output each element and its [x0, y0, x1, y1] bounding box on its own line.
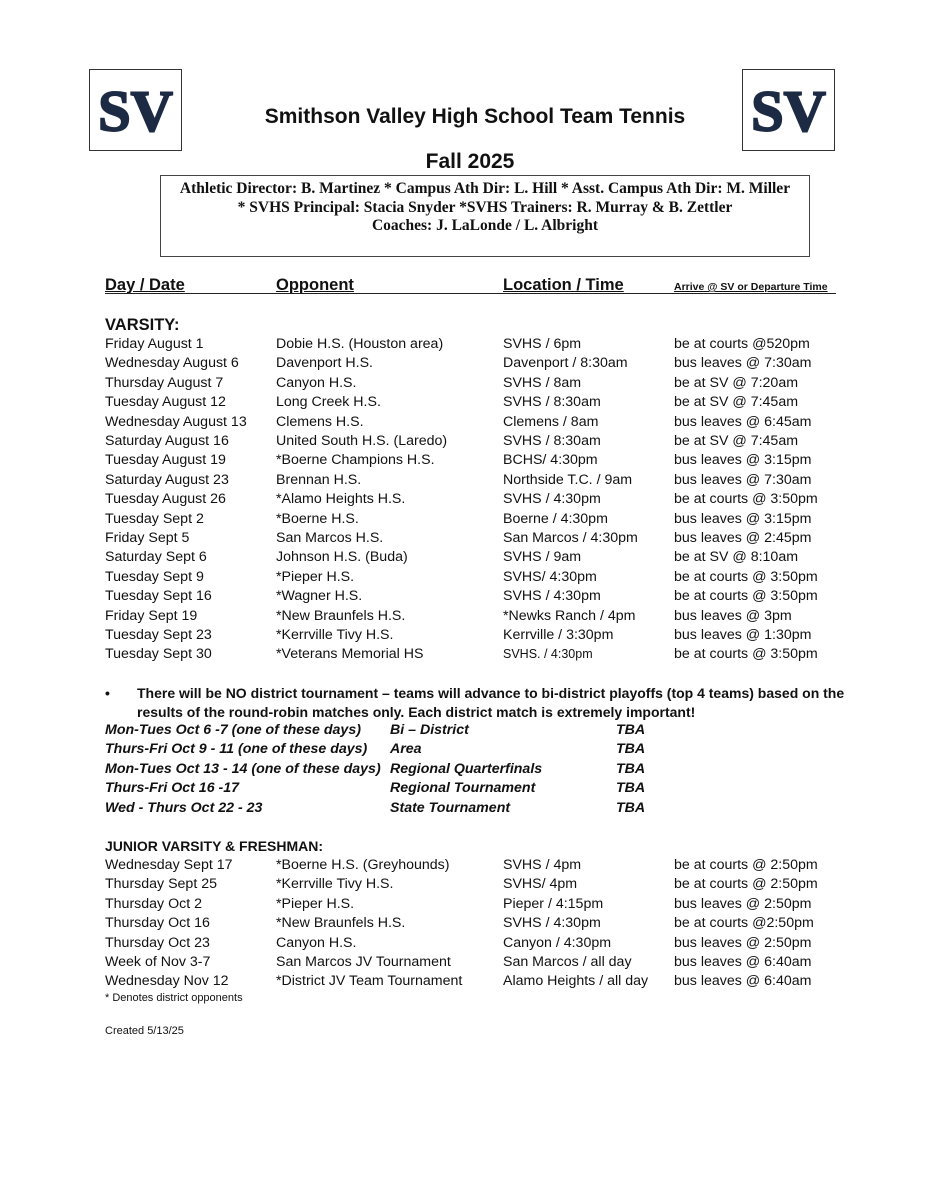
row-location: SVHS / 4:30pm — [503, 588, 601, 605]
table-row — [0, 646, 936, 665]
table-row — [0, 355, 936, 374]
row-location: SVHS/ 4pm — [503, 876, 578, 893]
table-row — [0, 375, 936, 394]
row-location: Boerne / 4:30pm — [503, 510, 608, 527]
row-date: Tuesday Sept 30 — [105, 646, 212, 663]
row-arrive: bus leaves @ 2:50pm — [674, 895, 812, 912]
table-row — [0, 973, 936, 992]
row-location: Alamo Heights / all day — [503, 973, 649, 990]
table-row — [0, 530, 936, 549]
logo-text: SV — [98, 78, 173, 144]
bullet-icon: • — [105, 685, 110, 701]
playoff-round: State Tournament — [390, 799, 511, 816]
logo-text: SV — [751, 78, 826, 144]
row-date: Friday August 1 — [105, 336, 204, 352]
row-date: Saturday Sept 6 — [105, 549, 207, 566]
row-arrive: bus leaves @ 1:30pm — [674, 627, 812, 643]
row-location: SVHS. / 4:30pm — [503, 647, 593, 662]
table-row — [0, 588, 936, 607]
row-arrive: be at courts @ 3:50pm — [674, 491, 818, 508]
table-row — [0, 394, 936, 413]
row-date: Tuesday August 19 — [105, 452, 226, 469]
row-date: Saturday August 16 — [105, 433, 229, 449]
playoff-date: Mon-Tues Oct 6 -7 (one of these days) — [105, 722, 361, 738]
row-arrive: be at SV @ 7:45am — [674, 433, 799, 449]
playoff-status: TBA — [616, 722, 646, 738]
playoff-date: Thurs-Fri Oct 16 -17 — [105, 780, 240, 797]
row-location: SVHS / 4:30pm — [503, 491, 601, 508]
playoff-row — [0, 761, 936, 780]
row-opponent: San Marcos H.S. — [276, 530, 384, 546]
row-opponent: *Alamo Heights H.S. — [276, 491, 406, 508]
row-location: SVHS / 8:30am — [503, 433, 601, 449]
created-date: Created 5/13/25 — [105, 1025, 184, 1037]
playoff-status: TBA — [616, 741, 646, 758]
row-location: SVHS / 6pm — [503, 336, 582, 352]
table-row — [0, 896, 936, 915]
staff-line: * SVHS Principal: Stacia Snyder *SVHS Trainers: R. Murray & B. Zettler — [237, 198, 733, 216]
row-arrive: bus leaves @ 7:30am — [674, 471, 812, 488]
row-arrive: bus leaves @ 2:45pm — [674, 530, 812, 546]
row-opponent: *Kerrville Tivy H.S. — [276, 627, 394, 643]
playoff-status: TBA — [616, 799, 646, 816]
row-location: Northside T.C. / 9am — [503, 471, 633, 488]
row-location: SVHS/ 4:30pm — [503, 568, 597, 585]
row-date: Thursday Sept 25 — [105, 876, 217, 893]
page-title: Smithson Valley High School Team Tennis — [264, 105, 686, 128]
row-arrive: be at courts @ 2:50pm — [674, 876, 818, 893]
row-date: Friday Sept 19 — [105, 607, 198, 624]
row-opponent: Clemens H.S. — [276, 413, 364, 430]
table-row — [0, 336, 936, 355]
row-arrive: be at courts @2:50pm — [674, 915, 814, 932]
row-opponent: *Boerne Champions H.S. — [276, 452, 435, 469]
column-header-day: Day / Date — [105, 276, 185, 294]
playoff-row — [0, 780, 936, 799]
table-row — [0, 857, 936, 876]
playoff-status: TBA — [616, 780, 646, 797]
row-location: SVHS / 4pm — [503, 857, 582, 873]
school-logo-left — [89, 69, 182, 151]
row-location: BCHS/ 4:30pm — [503, 452, 598, 469]
table-row — [0, 915, 936, 934]
row-opponent: Johnson H.S. (Buda) — [276, 549, 408, 566]
row-arrive: bus leaves @ 2:50pm — [674, 934, 812, 951]
playoff-round: Bi – District — [390, 722, 469, 738]
row-location: *Newks Ranch / 4pm — [503, 607, 636, 624]
row-opponent: *Kerrville Tivy H.S. — [276, 876, 394, 893]
row-opponent: *New Braunfels H.S. — [276, 915, 406, 932]
row-date: Tuesday Sept 23 — [105, 627, 212, 643]
row-arrive: be at SV @ 7:45am — [674, 394, 799, 411]
table-row — [0, 452, 936, 471]
playoff-round: Regional Tournament — [390, 780, 536, 797]
row-location: SVHS / 8am — [503, 374, 582, 391]
row-arrive: be at SV @ 8:10am — [674, 549, 799, 566]
row-date: Wednesday August 13 — [105, 413, 247, 430]
playoff-row — [0, 741, 936, 760]
row-location: SVHS / 8:30am — [503, 394, 601, 411]
staff-line: Athletic Director: B. Martinez * Campus Ath Dir: L. Hill * Asst. Campus Ath Dir: M. Miller — [179, 180, 791, 197]
table-row — [0, 414, 936, 433]
row-date: Tuesday Sept 2 — [105, 510, 204, 527]
row-arrive: bus leaves @ 3pm — [674, 607, 792, 624]
coaches-line: Coaches: J. LaLonde / L. Albright — [371, 217, 599, 234]
row-location: SVHS / 9am — [503, 549, 582, 566]
table-row — [0, 608, 936, 627]
column-header-arrive: Arrive @ SV or Departure Time — [674, 281, 828, 293]
playoff-date: Mon-Tues Oct 13 - 14 (one of these days) — [105, 760, 381, 777]
playoff-row — [0, 800, 936, 819]
row-arrive: bus leaves @ 3:15pm — [674, 452, 812, 469]
row-date: Tuesday Sept 9 — [105, 568, 204, 585]
row-location: Canyon / 4:30pm — [503, 934, 612, 951]
row-opponent: *Wagner H.S. — [276, 588, 363, 605]
playoff-date: Thurs-Fri Oct 9 - 11 (one of these days) — [105, 741, 368, 758]
staff-box — [160, 175, 810, 257]
row-arrive: be at courts @ 3:50pm — [674, 588, 818, 605]
table-row — [0, 433, 936, 452]
row-opponent: Long Creek H.S. — [276, 394, 381, 411]
row-opponent: Davenport H.S. — [276, 355, 373, 372]
row-arrive: be at courts @ 3:50pm — [674, 646, 818, 663]
playoff-round: Area — [390, 741, 422, 758]
row-location: SVHS / 4:30pm — [503, 915, 601, 932]
row-arrive: be at courts @520pm — [674, 336, 810, 352]
table-row — [0, 569, 936, 588]
row-location: Kerrville / 3:30pm — [503, 627, 614, 643]
notice-text: There will be NO district tournament – teams will advance to bi-district playoffs (top 4 teams) based on the results of the round-robin matches only. Each district match is extremely important! — [137, 685, 845, 720]
row-location: Davenport / 8:30am — [503, 355, 628, 372]
row-date: Wednesday Nov 12 — [105, 973, 229, 990]
row-location: San Marcos / 4:30pm — [503, 530, 638, 546]
district-notice — [105, 684, 865, 722]
row-opponent: *Boerne H.S. (Greyhounds) — [276, 857, 450, 873]
column-header-opponent: Opponent — [276, 276, 354, 294]
row-opponent: Dobie H.S. (Houston area) — [276, 336, 444, 352]
row-arrive: bus leaves @ 6:40am — [674, 954, 812, 970]
column-header-location: Location / Time — [503, 276, 624, 294]
row-opponent: Canyon H.S. — [276, 374, 357, 391]
row-date: Wednesday Sept 17 — [105, 857, 233, 873]
header-divider — [105, 293, 836, 294]
playoff-status: TBA — [616, 760, 646, 777]
row-date: Wednesday August 6 — [105, 355, 239, 372]
season-title: Fall 2025 — [425, 150, 515, 173]
row-arrive: bus leaves @ 7:30am — [674, 355, 812, 372]
row-opponent: San Marcos JV Tournament — [276, 954, 451, 970]
table-row — [0, 935, 936, 954]
row-date: Tuesday Sept 16 — [105, 588, 212, 605]
row-opponent: *Veterans Memorial HS — [276, 646, 424, 663]
row-opponent: *New Braunfels H.S. — [276, 607, 406, 624]
playoff-row — [0, 722, 936, 741]
row-arrive: bus leaves @ 6:45am — [674, 413, 812, 430]
row-arrive: bus leaves @ 6:40am — [674, 973, 812, 990]
row-date: Saturday August 23 — [105, 471, 229, 488]
row-date: Tuesday August 12 — [105, 394, 226, 411]
sv-logo-icon — [743, 70, 834, 150]
playoff-date: Wed - Thurs Oct 22 - 23 — [105, 799, 263, 816]
table-row — [0, 876, 936, 895]
row-opponent: *Pieper H.S. — [276, 568, 355, 585]
row-date: Thursday Oct 23 — [105, 934, 210, 951]
row-date: Thursday Oct 2 — [105, 895, 202, 912]
playoff-round: Regional Quarterfinals — [390, 760, 543, 777]
row-opponent: *District JV Team Tournament — [276, 973, 463, 990]
varsity-section-label: VARSITY: — [105, 316, 180, 334]
table-row — [0, 491, 936, 510]
table-row — [0, 954, 936, 973]
row-arrive: be at SV @ 7:20am — [674, 374, 799, 391]
table-row — [0, 627, 936, 646]
school-logo-right — [742, 69, 835, 151]
sv-logo-icon — [90, 70, 181, 150]
row-arrive: be at courts @ 2:50pm — [674, 857, 818, 873]
row-date: Thursday Oct 16 — [105, 915, 210, 932]
row-opponent: *Boerne H.S. — [276, 510, 359, 527]
row-arrive: be at courts @ 3:50pm — [674, 568, 818, 585]
row-opponent: *Pieper H.S. — [276, 895, 355, 912]
jv-section-label: JUNIOR VARSITY & FRESHMAN: — [105, 838, 324, 854]
row-opponent: Canyon H.S. — [276, 934, 357, 951]
row-location: Pieper / 4:15pm — [503, 895, 604, 912]
row-opponent: Brennan H.S. — [276, 471, 362, 488]
row-arrive: bus leaves @ 3:15pm — [674, 510, 812, 527]
row-date: Thursday August 7 — [105, 374, 224, 391]
row-date: Friday Sept 5 — [105, 530, 190, 546]
table-row — [0, 549, 936, 568]
row-date: Tuesday August 26 — [105, 491, 226, 508]
footnote: * Denotes district opponents — [105, 992, 243, 1004]
row-date: Week of Nov 3-7 — [105, 954, 211, 970]
table-row — [0, 511, 936, 530]
row-location: San Marcos / all day — [503, 954, 632, 970]
row-location: Clemens / 8am — [503, 413, 599, 430]
table-row — [0, 472, 936, 491]
row-opponent: United South H.S. (Laredo) — [276, 433, 448, 449]
